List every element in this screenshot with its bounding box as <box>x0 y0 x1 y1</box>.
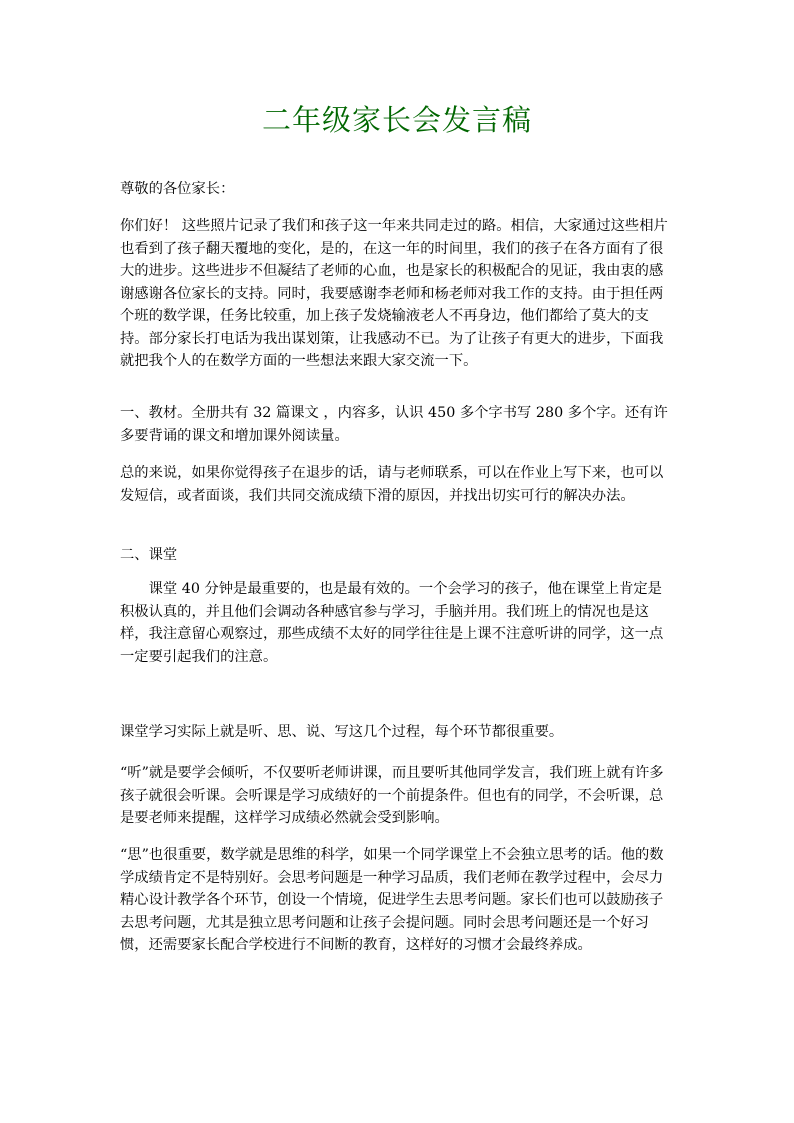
paragraph-listening: “听”就是要学会倾听，不仅要听老师讲课，而且要听其他同学发言，我们班上就有许多孩子就很会听课。会听课是学习成绩好的一个前提条件。但也有的同学，不会听课，总是要老师来提醒，这样学习成绩必然就会受到影响。 <box>120 765 664 826</box>
paragraph-section-1-textbook: 一、教材。全册共有 32 篇课文 ，内容多，认识 450 多个字书写 280 多个字。还有许多要背诵的课文和增加课外阅读量。 <box>120 405 668 444</box>
paragraph-intro: 你们好！ 这些照片记录了我们和孩子这一年来共同走过的路。相信，大家通过这些相片也看到了孩子翻天覆地的变化，是的，在这一年的时间里，我们的孩子在各方面有了很大的进步。这些进步不但凝结了老师的心血，也是家长的积极配合的见证，我由衷的感谢感谢各位家长的支持。同时，我要感谢李老师和杨老师对我工作的支持。由于担任两个班的数学课，任务比较重，加上孩子发烧输液老人不再身边，他们都给了莫大的支持。部分家长打电话为我出谋划策，让我感动不已。为了让孩子有更大的进步，下面我就把我个人的在数学方面的一些想法来跟大家交流一下。 <box>120 218 668 369</box>
paragraph-thinking: “思”也很重要，数学就是思维的科学，如果一个同学课堂上不会独立思考的话。他的数学成绩肯定不是特别好。会思考问题是一种学习品质，我们老师在教学过程中，会尽力精心设计教学各个环节，创设一个情境，促进学生去思考问题。家长们也可以鼓励孩子去思考问题，尤其是独立思考问题和让孩子会提问题。同时会思考问题还是一个好习惯，还需要家长配合学校进行不间断的教育，这样好的习惯才会最终养成。 <box>120 847 664 953</box>
document-title: 二年级家长会发言稿 <box>261 103 532 137</box>
paragraph-learning-process: 课堂学习实际上就是听、思、说、写这几个过程，每个环节都很重要。 <box>120 724 564 740</box>
heading-section-2-classroom: 二、课堂 <box>120 547 178 563</box>
paragraph-classroom: 课堂 40 分钟是最重要的，也是最有效的。一个会学习的孩子，他在课堂上肯定是积极认真的，并且他们会调动各种感官参与学习，手脑并用。我们班上的情况也是这样，我注意留心观察过，那些成绩不太好的同学往往是上课不注意听讲的同学，这一点一定要引起我们的注意。 <box>120 581 664 665</box>
paragraph-summary: 总的来说，如果你觉得孩子在退步的话，请与老师联系，可以在作业上写下来，也可以发短信，或者面谈，我们共同交流成绩下滑的原因，并找出切实可行的解决办法。 <box>120 465 664 504</box>
salutation: 尊敬的各位家长： <box>120 181 235 197</box>
